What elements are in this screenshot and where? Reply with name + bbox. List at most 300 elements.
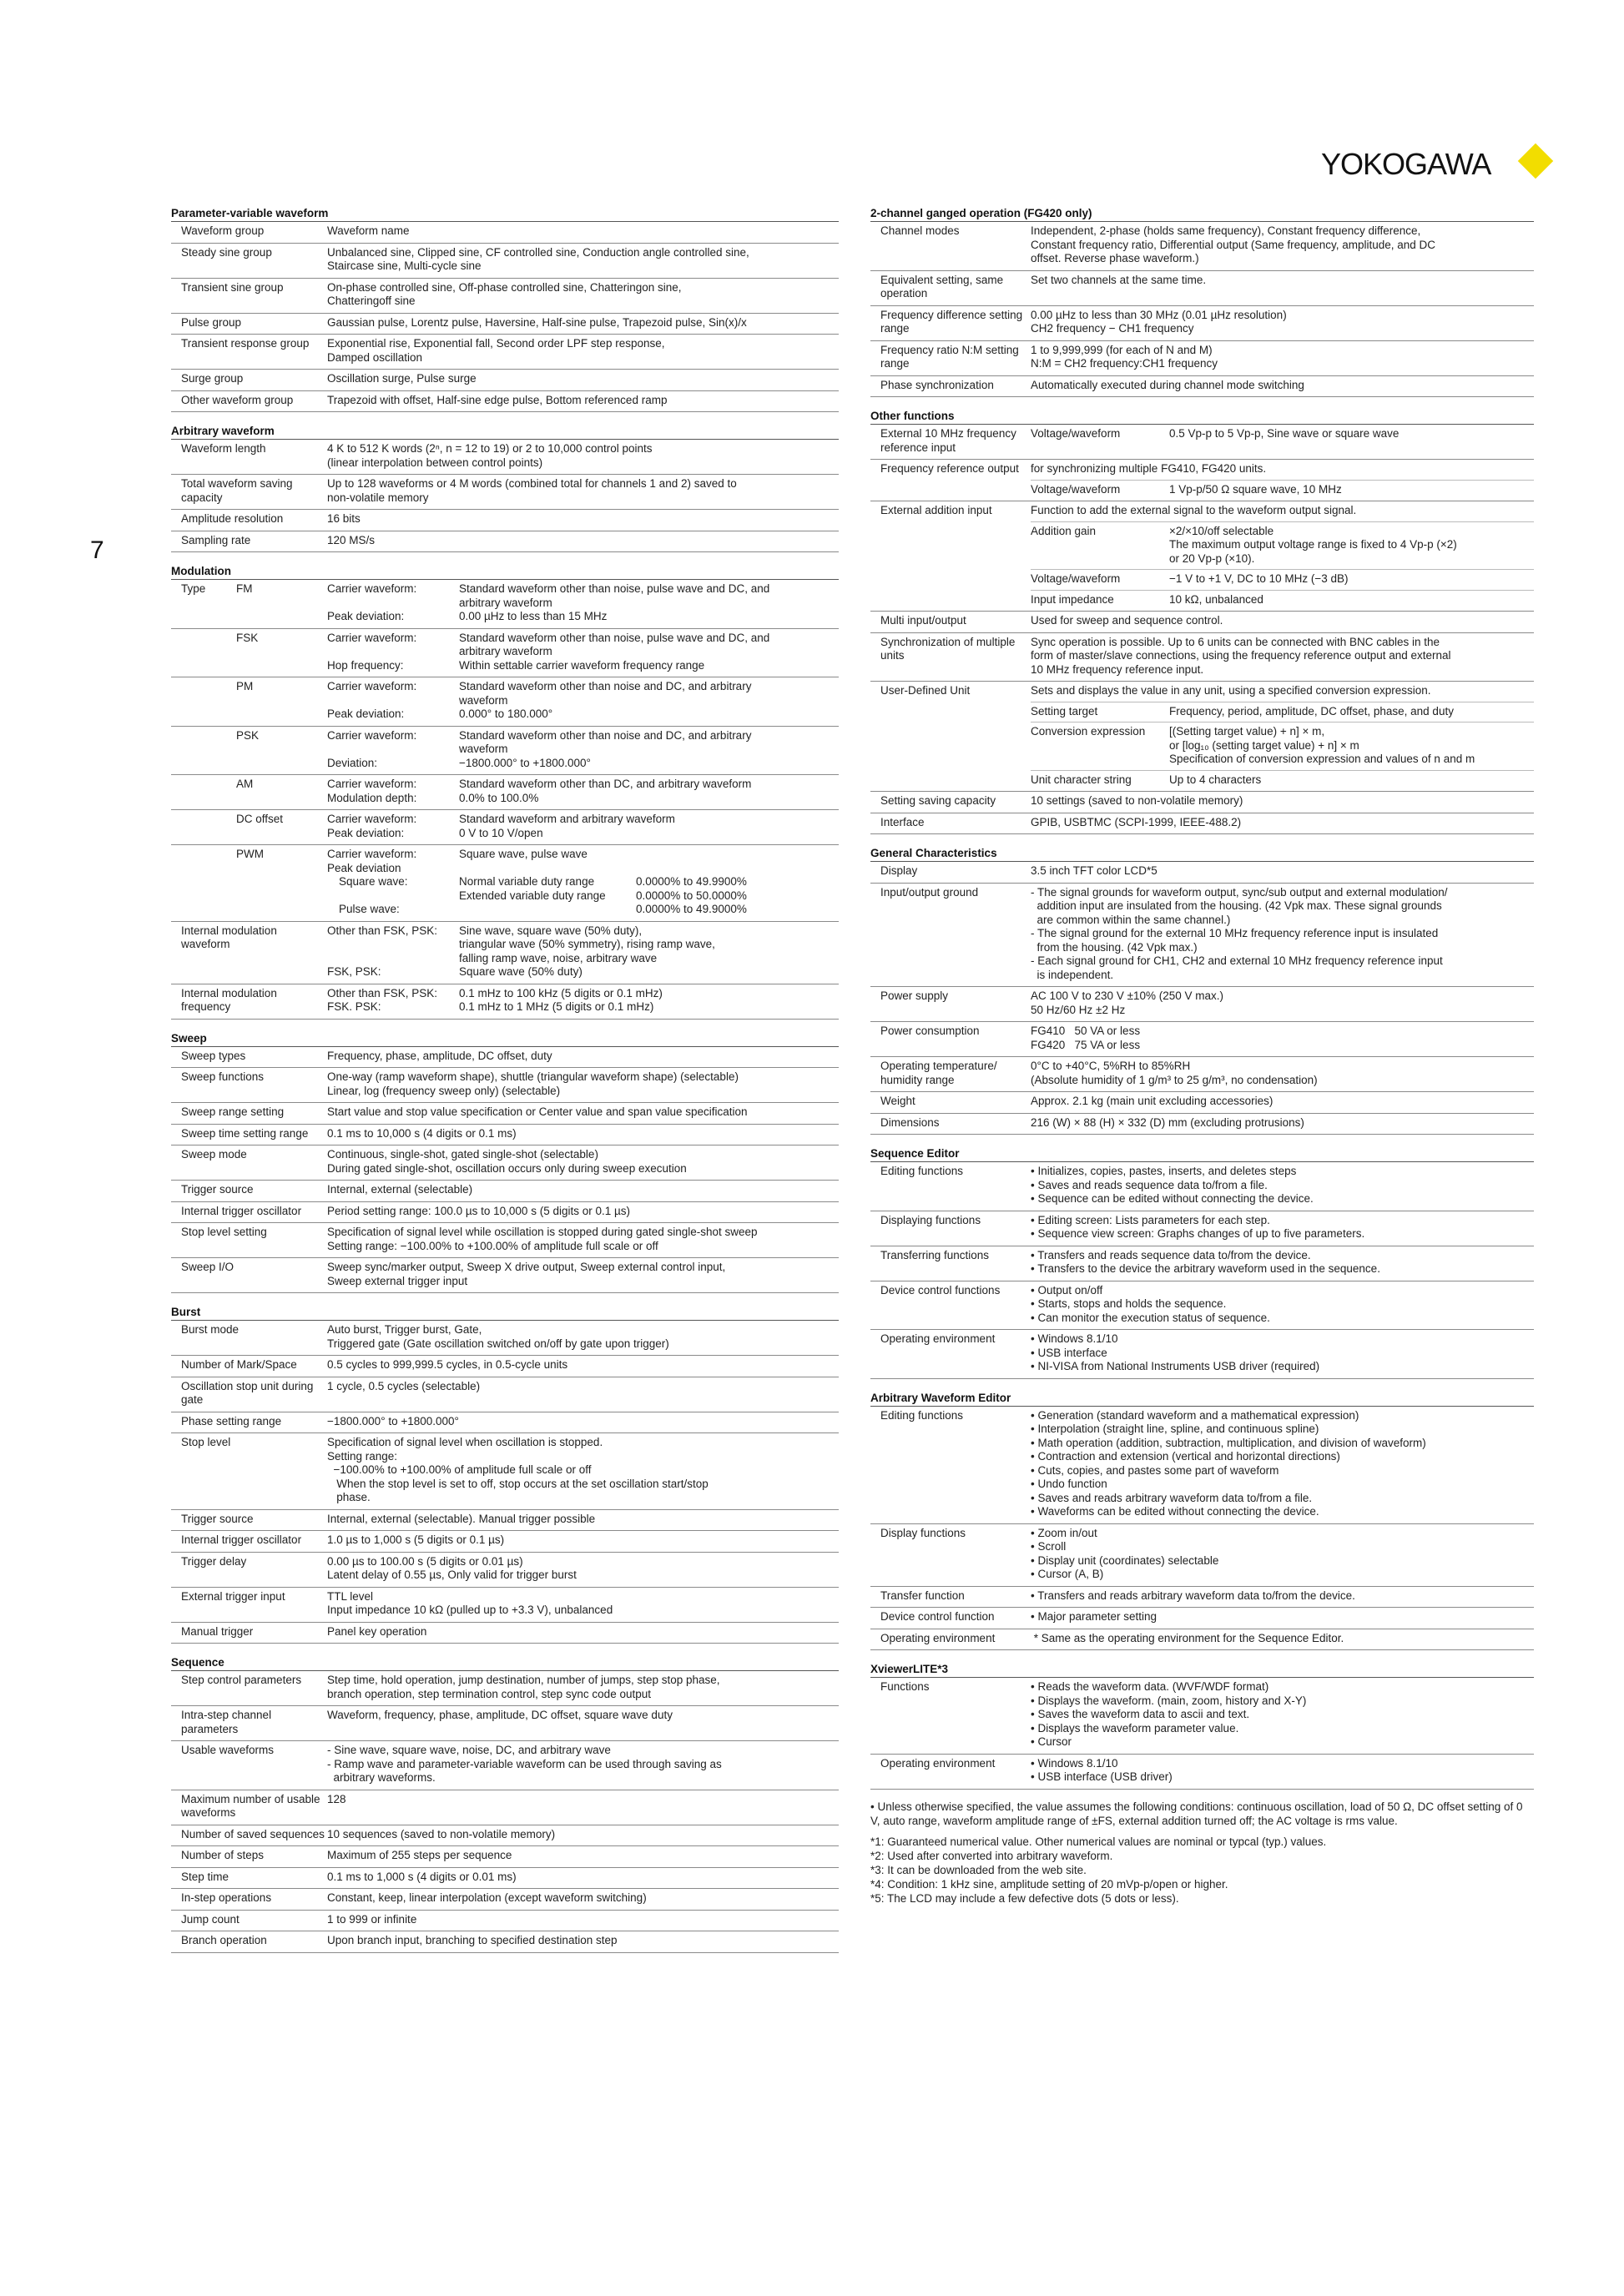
spec-value (327, 1356, 839, 1377)
spec-value (327, 1412, 839, 1433)
spec-key: External 10 MHz frequency reference input (870, 425, 1031, 460)
sub-value-part: Specification of conversion expression and values of n and m (1169, 753, 1475, 765)
mod-line-value: Within settable carrier waveform frequency range (459, 658, 705, 672)
spec-value (327, 1846, 839, 1868)
mod-line-label: Carrier waveform: (327, 728, 417, 742)
table-row (171, 677, 839, 727)
spec-value-line: • Initializes, copies, pastes, inserts, and deletes steps (1031, 1165, 1297, 1177)
spec-value-line: 10 sequences (saved to non-volatile memory) (327, 1827, 556, 1840)
mod-type-cell (171, 677, 327, 727)
table-other-functions (870, 425, 1534, 834)
spec-value-line: for synchronizing multiple FG410, FG420 units. (1031, 462, 1267, 475)
spec-value-line: • Windows 8.1/10 (1031, 1332, 1118, 1345)
spec-value (327, 1223, 839, 1258)
spec-key: Total waveform saving capacity (171, 475, 327, 510)
mod-line-label (327, 645, 459, 659)
mod-line (327, 659, 839, 673)
table-row (171, 313, 839, 335)
mod-type-cell (171, 580, 327, 628)
mod-type-names (181, 778, 327, 792)
spec-value-line: - Ramp wave and parameter-variable waveform can be used through saving as (327, 1757, 722, 1770)
spec-value (327, 1825, 839, 1846)
spec-value (1031, 1246, 1534, 1281)
sub-line (1031, 427, 1534, 441)
mod-line-label (327, 743, 459, 757)
spec-key: Display functions (870, 1523, 1031, 1586)
mod-type-cell (171, 628, 327, 677)
pwm-value: 0.0000% to 49.9000% (636, 903, 747, 915)
table-ganged-operation (870, 222, 1534, 397)
spec-key: Operating environment (870, 1330, 1031, 1379)
spec-value (327, 531, 839, 552)
spec-value-line: Maximum of 255 steps per sequence (327, 1849, 512, 1861)
mod-line-label: FSK. PSK: (327, 1000, 381, 1013)
spec-value-line: • Waveforms can be edited without connecting the device. (1031, 1505, 1319, 1518)
table-row (870, 1057, 1534, 1092)
mod-type-cell (171, 810, 327, 845)
table-row (870, 1629, 1534, 1650)
pwm-pulse-label: Pulse wave: (339, 903, 400, 915)
mod-type-values (327, 628, 839, 677)
mod-line (327, 848, 839, 862)
mod-line-label: Carrier waveform: (327, 813, 417, 825)
spec-value-line: Input impedance 10 kΩ (pulled up to +3.3 V), unbalanced (327, 1604, 613, 1616)
table-row (171, 243, 839, 278)
mod-line-label: Other than FSK, PSK: (327, 986, 438, 999)
mod-line-label: Hop frequency: (327, 658, 404, 672)
spec-key: Number of Mark/Space (171, 1356, 327, 1377)
spec-value (327, 1910, 839, 1931)
spec-value (327, 1790, 839, 1825)
spec-value-line: FG410 50 VA or less (1031, 1025, 1141, 1037)
spec-value-line: • Generation (standard waveform and a mathematical expression) (1031, 1408, 1359, 1422)
mod-line (327, 827, 839, 841)
table-row (171, 1258, 839, 1293)
mod-line-value-part: triangular wave (50% symmetry), rising ramp wave, (459, 938, 715, 950)
table-row (171, 1509, 839, 1531)
spec-value (1031, 682, 1534, 792)
spec-key: Power supply (870, 987, 1031, 1022)
table-row (171, 1103, 839, 1125)
table-row (171, 1622, 839, 1644)
spec-value-line: - The signal grounds for waveform output, sync/sub output and external modulation/ (1031, 885, 1448, 899)
spec-value-line: addition input are insulated from the housing. (42 Vpk max. These signal grounds (1031, 899, 1442, 912)
spec-key: Operating environment (870, 1629, 1031, 1650)
table-row (870, 612, 1534, 633)
spec-key: Functions (870, 1678, 1031, 1754)
table-row (870, 883, 1534, 987)
spec-value (327, 1433, 839, 1510)
spec-value (327, 1931, 839, 1953)
spec-value (1031, 1281, 1534, 1330)
sub-value-part: or 20 Vp-p (×10). (1169, 551, 1255, 565)
section-title-parameter-variable-waveform: Parameter-variable waveform (171, 206, 839, 222)
spec-value-line: • Scroll (1031, 1540, 1067, 1553)
spec-value-line: Automatically executed during channel mode switching (1031, 378, 1304, 391)
spec-value (1031, 1211, 1534, 1246)
spec-value-line: Gaussian pulse, Lorentz pulse, Haversine, Half-sine pulse, Trapezoid pulse, Sin(x)/x (327, 315, 747, 329)
spec-value (327, 1258, 839, 1293)
mod-type-name: PSK (236, 728, 260, 742)
mod-line (327, 582, 839, 597)
spec-value (1031, 1330, 1534, 1379)
spec-value-line: Auto burst, Trigger burst, Gate, (327, 1323, 482, 1336)
section-title-modulation: Modulation (171, 564, 839, 580)
spec-key: Phase synchronization (870, 375, 1031, 397)
mod-line-value: Standard waveform other than noise and DC, and arbitrary (459, 680, 752, 692)
sub-value-part: [(Setting target value) + n] × m, (1169, 725, 1325, 738)
table-row (870, 1330, 1534, 1379)
spec-value-line: 0.00 µs to 100.00 s (5 digits or 0.01 µs) (327, 1554, 523, 1568)
spec-value (1031, 632, 1534, 682)
section-title-sweep: Sweep (171, 1031, 839, 1047)
spec-key: Sweep I/O (171, 1258, 327, 1293)
spec-value-line: • Saves and reads sequence data to/from a file. (1031, 1178, 1268, 1191)
spec-value (327, 1321, 839, 1356)
sub-line (1031, 590, 1534, 607)
section-title-general-characteristics: General Characteristics (870, 846, 1534, 862)
spec-key: Device control functions (870, 1281, 1031, 1330)
table-row (870, 1608, 1534, 1629)
spec-key: Device control function (870, 1608, 1031, 1629)
mod-line-value: Square wave (50% duty) (459, 965, 583, 978)
mod-type-values (327, 775, 839, 810)
spec-key: Internal trigger oscillator (171, 1201, 327, 1223)
spec-value (1031, 1022, 1534, 1057)
spec-value (327, 1671, 839, 1706)
table-row (171, 1124, 839, 1145)
spec-value-line: Waveform, frequency, phase, amplitude, DC offset, square wave duty (327, 1709, 673, 1721)
mod-line-label: Peak deviation: (327, 826, 405, 839)
table-burst (171, 1321, 839, 1644)
spec-key: Interface (870, 813, 1031, 834)
spec-value-line: Damped oscillation (327, 350, 423, 364)
mod-type-cell (171, 845, 327, 922)
spec-value-line: Sync operation is possible. Up to 6 units can be connected with BNC cables in the (1031, 635, 1440, 648)
left-column (171, 206, 839, 1953)
spec-key: Usable waveforms (171, 1741, 327, 1790)
table-xviewerlite (870, 1678, 1534, 1790)
section-title-sequence: Sequence (171, 1655, 839, 1671)
spec-value-line: Oscillation surge, Pulse surge (327, 372, 477, 385)
spec-value (327, 1867, 839, 1889)
spec-key: External trigger input (171, 1587, 327, 1622)
sub-value: 1 Vp-p/50 Ω square wave, 10 MHz (1169, 482, 1342, 496)
page-number: 7 (90, 536, 104, 564)
mod-line (327, 1000, 839, 1015)
table-row (171, 1531, 839, 1553)
spec-value-line: • Display unit (coordinates) selectable (1031, 1553, 1219, 1567)
spec-key: Multi input/output (870, 612, 1031, 633)
pwm-blank (327, 889, 459, 904)
spec-value-line: Setting range: −100.00% to +100.00% of amplitude full scale or off (327, 1239, 658, 1252)
table-row (171, 531, 839, 552)
table-row (171, 1433, 839, 1510)
spec-value-line: Internal, external (selectable). Manual trigger possible (327, 1512, 596, 1525)
spec-value-line: 128 (327, 1792, 346, 1805)
mod-line-value: 0.00 µHz to less than 15 MHz (459, 610, 608, 622)
table-row (870, 270, 1534, 305)
spec-value (327, 1103, 839, 1125)
spec-value (1031, 1629, 1534, 1650)
spec-value (327, 1145, 839, 1181)
spec-key: Editing functions (870, 1162, 1031, 1211)
mod-line-value: Standard waveform other than noise, pulse wave and DC, and (459, 631, 770, 644)
spec-value (1031, 1162, 1534, 1211)
spec-value-line: Period setting range: 100.0 µs to 10,000 s (5 digits or 0.1 µs) (327, 1204, 631, 1217)
pwm-line (327, 889, 839, 904)
table-row (171, 1671, 839, 1706)
sub-value-part: −1 V to +1 V, DC to 10 MHz (−3 dB) (1169, 572, 1349, 585)
mod-line-value: Square wave, pulse wave (459, 848, 588, 860)
spec-value-line: Approx. 2.1 kg (main unit excluding accessories) (1031, 1095, 1273, 1107)
mod-type-label (181, 778, 236, 792)
spec-key: Sweep time setting range (171, 1124, 327, 1145)
sub-value-part: 10 kΩ, unbalanced (1169, 592, 1263, 606)
table-row (870, 1281, 1534, 1330)
spec-value-line: CH2 frequency − CH1 frequency (1031, 322, 1194, 335)
spec-key: Phase setting range (171, 1412, 327, 1433)
spec-value-line: • USB interface (USB driver) (1031, 1770, 1173, 1783)
pwm-line (327, 903, 839, 917)
spec-value-line: 0.00 µHz to less than 30 MHz (0.01 µHz resolution) (1031, 308, 1287, 321)
spec-key: Internal modulation frequency (171, 984, 327, 1019)
spec-value-line: Constant frequency ratio, Differential output (Same frequency, amplitude, and DC (1031, 238, 1436, 251)
spec-key: Step time (171, 1867, 327, 1889)
spec-value (327, 1047, 839, 1068)
spec-value (1031, 340, 1534, 375)
spec-value-line: Frequency, phase, amplitude, DC offset, duty (327, 1049, 552, 1062)
sub-value-part: Frequency, period, amplitude, DC offset, phase, and duty (1169, 704, 1454, 718)
spec-value (1031, 987, 1534, 1022)
spec-value-line: Up to 128 waveforms or 4 M words (combined total for channels 1 and 2) saved to (327, 477, 737, 490)
spec-value-line: Panel key operation (327, 1624, 427, 1638)
section-title-other-functions: Other functions (870, 409, 1534, 425)
spec-value (1031, 612, 1534, 633)
table-row (171, 628, 839, 677)
table-row (870, 1113, 1534, 1135)
spec-value-line: • Saves the waveform data to ascii and text. (1031, 1708, 1250, 1720)
spec-value-line: 50 Hz/60 Hz ±2 Hz (1031, 1003, 1126, 1016)
sub-label: Setting target (1031, 704, 1098, 718)
sub-line (1031, 702, 1534, 719)
spec-value-line: 3.5 inch TFT color LCD*5 (1031, 864, 1157, 877)
spec-key: Jump count (171, 1910, 327, 1931)
mod-line-value: Standard waveform other than noise, pulse wave and DC, and (459, 582, 770, 595)
table-row (870, 501, 1534, 612)
table-row (171, 1377, 839, 1412)
spec-value (327, 1587, 839, 1622)
mod-line-value-part: Sine wave, square wave (50% duty), (459, 924, 643, 937)
spec-value-line: On-phase controlled sine, Off-phase controlled sine, Chatteringon sine, (327, 280, 682, 294)
mod-type-label (181, 632, 236, 646)
mod-line (327, 987, 839, 1001)
spec-value (327, 1201, 839, 1223)
spec-value-line: During gated single-shot, oscillation occurs only during sweep execution (327, 1161, 687, 1175)
spec-value (1031, 1586, 1534, 1608)
table-row (171, 1552, 839, 1587)
spec-value (1031, 222, 1534, 270)
spec-value (327, 1622, 839, 1644)
mod-line-label: Modulation depth: (327, 791, 417, 804)
footnote: *2: Used after converted into arbitrary waveform. (870, 1849, 1113, 1862)
spec-value-line: When the stop level is set to off, stop occurs at the set oscillation start/stop (327, 1477, 709, 1490)
mod-type-names (181, 582, 327, 597)
spec-key: Oscillation stop unit during gate (171, 1377, 327, 1412)
spec-key: Burst mode (171, 1321, 327, 1356)
sub-value (1169, 705, 1534, 719)
mod-line-value: 0.1 mHz to 1 MHz (5 digits or 0.1 mHz) (459, 1000, 654, 1013)
table-row (870, 1211, 1534, 1246)
spec-value-line: One-way (ramp waveform shape), shuttle (triangular waveform shape) (selectable) (327, 1070, 739, 1083)
spec-value-line: • Transfers and reads sequence data to/from the device. (1031, 1248, 1311, 1261)
spec-key: Intra-step channel parameters (171, 1706, 327, 1741)
spec-value-line: TTL level (327, 1589, 374, 1603)
mod-line-value: waveform (459, 693, 508, 707)
mod-line-label: Carrier waveform: (327, 631, 417, 644)
sub-line (1031, 569, 1534, 587)
section-title-arbitrary-waveform-editor: Arbitrary Waveform Editor (870, 1391, 1534, 1407)
spec-value-line: from the housing. (42 Vpk max.) (1031, 940, 1198, 954)
mod-line (327, 813, 839, 827)
mod-line-value: arbitrary waveform (459, 596, 552, 609)
table-row (171, 1790, 839, 1825)
spec-value-line: • NI-VISA from National Instruments USB driver (required) (1031, 1360, 1320, 1372)
spec-value-line: non-volatile memory (327, 491, 429, 504)
mod-type-label: Type (181, 582, 206, 595)
sub-value (1169, 773, 1534, 788)
spec-value-line: • Starts, stops and holds the sequence. (1031, 1297, 1227, 1310)
spec-value-line: Triggered gate (Gate oscillation switched on/off by gate upon trigger) (327, 1337, 669, 1350)
spec-value-line: 1.0 µs to 1,000 s (5 digits or 0.1 µs) (327, 1533, 505, 1546)
spec-value-line: • Zoom in/out (1031, 1526, 1097, 1539)
spec-key: Sweep functions (171, 1068, 327, 1103)
logo-diamond-icon (1518, 144, 1553, 179)
table-row (870, 1092, 1534, 1114)
spec-value (1031, 375, 1534, 397)
section-title-sequence-editor: Sequence Editor (870, 1146, 1534, 1162)
spec-key: Other waveform group (171, 390, 327, 412)
spec-value (1031, 1523, 1534, 1586)
table-row (171, 278, 839, 313)
spec-key: Setting saving capacity (870, 792, 1031, 813)
table-row (870, 305, 1534, 340)
pwm-blank (459, 903, 636, 917)
sub-value-part: or [log₁₀ (setting target value) + n] × m (1169, 738, 1359, 752)
table-row (171, 1846, 839, 1868)
mod-line-value: 0.1 mHz to 100 kHz (5 digits or 0.1 mHz) (459, 986, 663, 999)
mod-line (327, 707, 839, 722)
table-sequence-editor (870, 1162, 1534, 1379)
spec-key: Manual trigger (171, 1622, 327, 1644)
spec-value-line: - The signal ground for the external 10 MHz frequency reference input is insulated (1031, 927, 1439, 939)
pwm-range: Extended variable duty range (459, 889, 606, 902)
spec-value-line: 1 to 9,999,999 (for each of N and M) (1031, 343, 1213, 356)
spec-value-line: 0.1 ms to 1,000 s (4 digits or 0.01 ms) (327, 1870, 517, 1883)
spec-value-line: • Windows 8.1/10 (1031, 1756, 1118, 1770)
spec-value-line: • Reads the waveform data. (WVF/WDF format) (1031, 1680, 1269, 1693)
mod-type-names (181, 729, 327, 743)
table-row (870, 340, 1534, 375)
spec-value (327, 222, 839, 243)
mod-line-label: FSK, PSK: (327, 965, 381, 978)
spec-value (327, 1377, 839, 1412)
spec-value-line: 120 MS/s (327, 533, 376, 546)
table-row (171, 1889, 839, 1911)
mod-type-names (181, 848, 327, 862)
table-sweep (171, 1047, 839, 1294)
mod-line (327, 965, 839, 979)
table-parameter-variable-waveform (171, 222, 839, 412)
table-row (171, 1356, 839, 1377)
spec-value-line: Start value and stop value specification or Center value and span value specification (327, 1105, 748, 1118)
spec-value (327, 335, 839, 370)
mod-type-cell (171, 726, 327, 775)
mod-line-label: Carrier waveform: (327, 680, 417, 692)
spec-value-line: • Can monitor the execution status of sequence. (1031, 1311, 1270, 1324)
pwm-value: 0.0000% to 49.9900% (636, 875, 747, 888)
table-modulation (171, 580, 839, 1020)
spec-key: Steady sine group (171, 243, 327, 278)
table-row (870, 1523, 1534, 1586)
spec-value (327, 475, 839, 510)
sub-label: Addition gain (1031, 524, 1097, 537)
mod-line-label: Peak deviation: (327, 707, 405, 720)
spec-key: Frequency ratio N:M setting range (870, 340, 1031, 375)
spec-key: Frequency reference output (870, 460, 1031, 501)
spec-value-line: Continuous, single-shot, gated single-shot (selectable) (327, 1148, 598, 1161)
spec-key: Step control parameters (171, 1671, 327, 1706)
spec-key: External addition input (870, 501, 1031, 612)
spec-value (1031, 792, 1534, 813)
spec-key: Transient sine group (171, 278, 327, 313)
mod-type-name: AM (236, 778, 254, 790)
spec-value-line: 0.5 cycles to 999,999.5 cycles, in 0.5-cycle units (327, 1358, 568, 1371)
table-row (171, 1825, 839, 1846)
spec-key: Trigger delay (171, 1552, 327, 1587)
table-row (870, 632, 1534, 682)
mod-line-value: −1800.000° to +1800.000° (459, 756, 591, 769)
table-row (171, 921, 839, 984)
table-row (870, 1407, 1534, 1524)
spec-value (1031, 862, 1534, 883)
table-row (171, 1931, 839, 1953)
mod-type-names (181, 632, 327, 646)
table-row (171, 440, 839, 475)
spec-value (327, 1531, 839, 1553)
mod-line-label (327, 694, 459, 708)
mod-type-cell (171, 775, 327, 810)
spec-key: Pulse group (171, 313, 327, 335)
spec-value-line: Specification of signal level while oscillation is stopped during gated single-shot sweep (327, 1226, 758, 1238)
mod-line-label (327, 597, 459, 611)
spec-value-line: N:M = CH2 frequency:CH1 frequency (1031, 357, 1218, 370)
spec-value (1031, 1407, 1534, 1524)
spec-value-line: 0.1 ms to 10,000 s (4 digits or 0.1 ms) (327, 1126, 517, 1140)
spec-value-line: arbitrary waveforms. (327, 1771, 436, 1784)
sub-label: Voltage/waveform (1031, 572, 1121, 585)
table-general-characteristics (870, 862, 1534, 1135)
spec-value-line: Step time, hold operation, jump destination, number of jumps, step stop phase, (327, 1674, 720, 1686)
spec-value-line: • Transfers and reads arbitrary waveform data to/from the device. (1031, 1589, 1355, 1602)
spec-value (327, 278, 839, 313)
mod-type-name: FSK (236, 631, 259, 644)
mod-line-label: Carrier waveform: (327, 848, 417, 860)
mod-line-value: 0.000° to 180.000° (459, 707, 553, 720)
table-row (870, 425, 1534, 460)
spec-value (1031, 1678, 1534, 1754)
spec-value (327, 1124, 839, 1145)
